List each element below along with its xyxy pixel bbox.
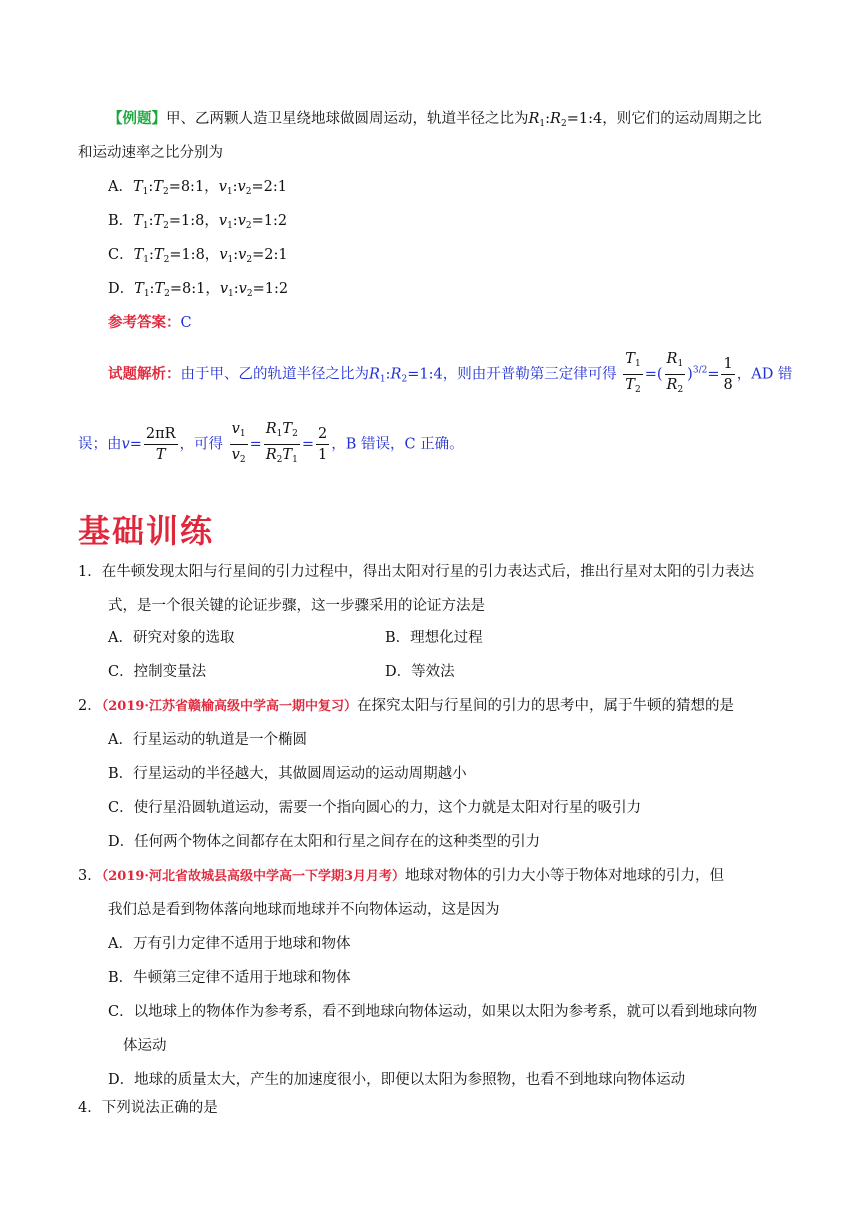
section-title: 基础训练 [78,512,215,550]
example-question-cont [78,143,223,163]
analysis-line-1: 试题解析：由于甲、乙的轨道半径之比为$R_1:R_2=1:4$，则由开普勒第三定律可得 $\frac{T_1}{T_2}$ =( $\frac{R_1}{R_2}$ )$^{3/2}$= $\frac{1}{8}$ ，AD 错 [108,349,792,400]
q1-option-c: C．控制变量法 [108,664,207,680]
q3-option-b: B．牛顿第三定律不适用于地球和物体 [108,970,351,986]
q3-option-c-cont: 体运动 [123,1038,167,1054]
q1-option-a: A．研究对象的选取 [108,630,235,646]
question-3-cont: 我们总是看到物体落向地球而地球并不向物体运动，这是因为 [108,902,500,918]
example-tag: 【例题】 [108,110,166,127]
example-option-b: B．$T_1:T_2=1:8$，$v_1:v_2=1:2$ [108,213,288,231]
example-question: 【例题】甲、乙两颗人造卫星绕地球做圆周运动，轨道半径之比为$R_1:R_2=1:4$，则它们的运动周期之比 [108,110,762,129]
fraction-two-one: $\frac{2}{1}$ [317,426,328,463]
q3-option-d: D．地球的质量太大，产生的加速度很小，即便以太阳为参照物，也看不到地球向物体运动 [108,1072,686,1088]
q1-option-b: B．理想化过程 [385,630,483,646]
question-4: 4．下列说法正确的是 [78,1100,218,1116]
q3-option-c: C．以地球上的物体作为参考系，看不到地球向物体运动，如果以太阳为参考系，就可以看到地球向物 [108,1004,758,1020]
q1-option-d: D．等效法 [385,664,455,680]
q2-option-a: A．行星运动的轨道是一个椭圆 [108,732,307,748]
fraction-r1-r2: $\frac{R_1}{R_2}$ [666,351,684,395]
example-option-c: C．$T_1:T_2=1:8$，$v_1:v_2=2:1$ [108,247,288,265]
question-2: 2．（2019·江苏省赣榆高级中学高一期中复习）在探究太阳与行星间的引力的思考中，属于牛顿的猜想的是 [78,698,734,714]
fraction-t1-t2: $\frac{T_1}{T_2}$ [625,351,641,395]
example-text: 甲、乙两颗人造卫星绕地球做圆周运动，轨道半径之比为 [166,111,529,127]
fraction-r-t: $\frac{R_1T_2}{R_2T_1}$ [265,421,298,465]
q2-option-b: B．行星运动的半径越大，其做圆周运动的运动周期越小 [108,766,467,782]
analysis-label: 试题解析： [108,365,181,383]
example-option-d: D．$T_1:T_2=8:1$，$v_1:v_2=1:2$ [108,281,289,299]
q2-option-d: D．任何两个物体之间都存在太阳和行星之间存在的这种类型的引力 [108,834,541,850]
answer [108,313,192,333]
question-2-source: （2019·江苏省赣榆高级中学高一期中复习） [101,699,357,714]
example-option-a: A．$T_1:T_2=8:1$，$v_1:v_2=2:1$ [108,179,287,197]
analysis-line-2: 误；由v= $\frac{2\pi R}{T}$ ，可得 $\frac{v_1}{v_2}$ = $\frac{R_1T_2}{R_2T_1}$ = $\frac{2}{1}$ ，B 错误，C 正确。 [78,419,464,470]
example-text-cont: 和运动速率之比分别为 [78,145,223,161]
answer-label: 参考答案： [108,314,181,331]
example-ratio: =1:4，则它们的运动周期之比 [566,111,762,127]
fraction-velocity: $\frac{2\pi R}{T}$ [145,426,176,463]
fraction-one-eighth: $\frac{1}{8}$ [723,356,733,393]
question-1: 1．在牛顿发现太阳与行星间的引力过程中，得出太阳对行星的引力表达式后，推出行星对太阳的引力表达 [78,564,755,580]
answer-value: C [180,315,192,331]
q3-option-a: A．万有引力定律不适用于地球和物体 [108,936,351,952]
question-1-cont: 式，是一个很关键的论证步骤，这一步骤采用的论证方法是 [108,598,485,614]
question-3: 3．（2019·河北省故城县高级中学高一下学期3月月考）地球对物体的引力大小等于物体对地球的引力，但 [78,868,724,884]
q2-option-c: C．使行星沿圆轨道运动，需要一个指向圆心的力，这个力就是太阳对行星的吸引力 [108,800,642,816]
fraction-v1-v2: $\frac{v_1}{v_2}$ [231,421,246,465]
question-3-source: （2019·河北省故城县高级中学高一下学期3月月考） [101,869,405,884]
